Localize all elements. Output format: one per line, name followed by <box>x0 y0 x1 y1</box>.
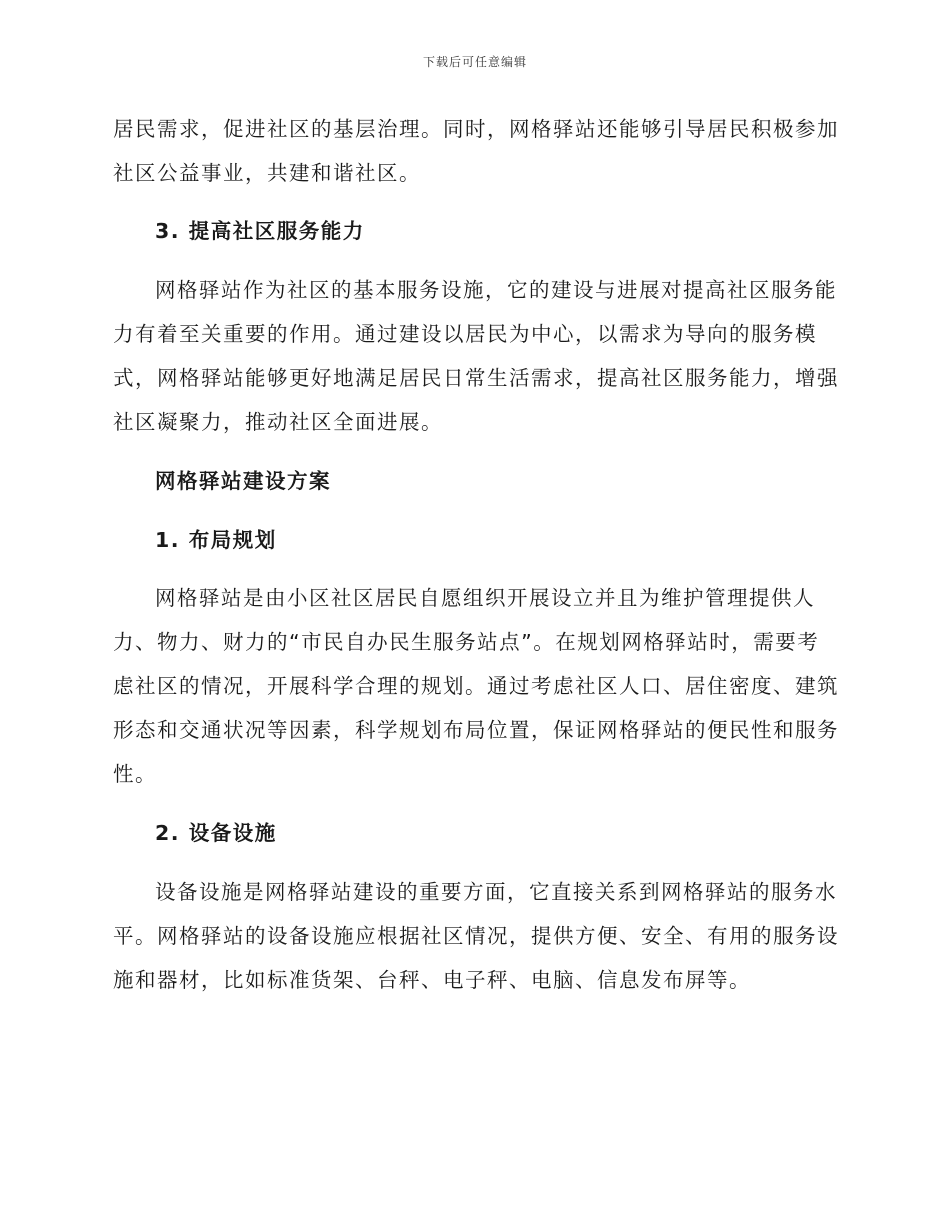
body-text-line: 网格驿站是由小区社区居民自愿组织开展设立并且为维护管理提供人 <box>155 586 815 610</box>
body-text-line: 社区凝聚力，推动社区全面进展。 <box>113 410 443 434</box>
body-text-line: 式，网格驿站能够更好地满足居民日常生活需求，提高社区服务能力，增强 <box>113 366 839 390</box>
body-text-line: 社区公益事业，共建和谐社区。 <box>113 161 421 185</box>
body-text-line: 施和器材，比如标准货架、台秤、电子秤、电脑、信息发布屏等。 <box>113 968 751 992</box>
body-text-line: 虑社区的情况，开展科学合理的规划。通过考虑社区人口、居住密度、建筑 <box>113 674 839 698</box>
body-text-line: 设备设施是网格驿站建设的重要方面，它直接关系到网格驿站的服务水 <box>155 880 837 904</box>
body-text-line: 性。 <box>113 762 157 786</box>
section-heading: 3. 提高社区服务能力 <box>155 219 365 243</box>
body-text-line: 力、物力、财力的“市民自办民生服务站点”。在规划网格驿站时，需要考 <box>113 630 820 654</box>
section-heading: 网格驿站建设方案 <box>155 469 331 493</box>
section-heading: 1. 布局规划 <box>155 528 277 552</box>
section-heading: 2. 设备设施 <box>155 821 277 845</box>
page-header-note: 下载后可任意编辑 <box>422 55 527 69</box>
body-text-line: 力有着至关重要的作用。通过建设以居民为中心，以需求为导向的服务模 <box>113 322 817 346</box>
body-text-line: 平。网格驿站的设备设施应根据社区情况，提供方便、安全、有用的服务设 <box>113 924 839 948</box>
body-text-line: 形态和交通状况等因素，科学规划布局位置，保证网格驿站的便民性和服务 <box>113 718 839 742</box>
body-text-line: 居民需求，促进社区的基层治理。同时，网格驿站还能够引导居民积极参加 <box>113 117 839 141</box>
body-text-line: 网格驿站作为社区的基本服务设施，它的建设与进展对提高社区服务能 <box>155 278 837 302</box>
